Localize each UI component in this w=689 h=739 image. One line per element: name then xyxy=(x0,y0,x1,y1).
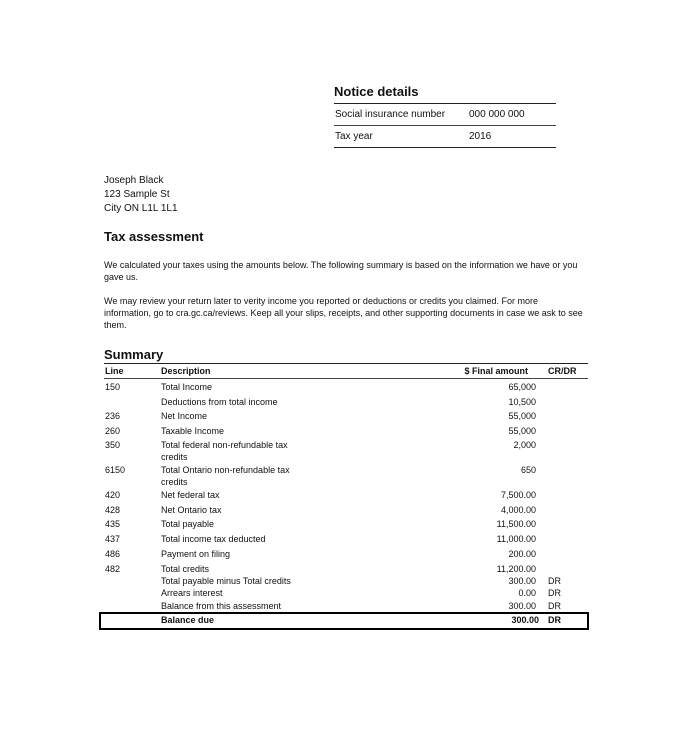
notice-details-title: Notice details xyxy=(334,84,419,99)
row-amount: 650 xyxy=(520,465,536,475)
row-description: Total payable xyxy=(161,519,215,529)
assessment-paragraph-2: We may review your return later to verity income you reported or deductions or credits you claimed. For more information, go to cra.gc.ca/reviews. Keep all your slips, receipts, and other supporting documents in case we ask to see them. xyxy=(104,296,583,330)
row-amount: 55,000 xyxy=(508,426,536,436)
row-line: 236 xyxy=(105,411,121,421)
summary-title: Summary xyxy=(104,347,164,362)
notice-row-sin xyxy=(334,104,556,125)
summary-header-row xyxy=(104,363,588,379)
row-amount: 7,500.00 xyxy=(500,490,536,500)
tax-year-label: Tax year xyxy=(335,131,373,142)
row-amount: 300.00 xyxy=(508,601,536,611)
tax-assessment-title: Tax assessment xyxy=(104,229,204,244)
row-description: Total credits xyxy=(161,564,210,574)
row-line: 428 xyxy=(105,505,121,515)
balance-due-label: Balance due xyxy=(161,615,215,625)
row-line: 260 xyxy=(105,426,121,436)
notice-bottom-rule xyxy=(334,147,556,148)
row-description: Net federal tax xyxy=(161,490,220,500)
mailing-address xyxy=(104,174,178,216)
header-line: Line xyxy=(105,366,124,376)
row-crdr: DR xyxy=(548,588,561,598)
row-amount: 200.00 xyxy=(508,549,536,559)
header-description: Description xyxy=(161,366,211,376)
balance-due-crdr: DR xyxy=(548,615,561,625)
row-line: 482 xyxy=(105,564,121,574)
row-amount: 4,000.00 xyxy=(500,505,536,515)
header-final-amount: $ Final amount xyxy=(464,366,528,376)
row-crdr: DR xyxy=(548,576,561,586)
row-amount: 11,500.00 xyxy=(496,519,536,529)
row-amount: 65,000 xyxy=(508,382,536,392)
row-line: 437 xyxy=(105,534,121,544)
row-description: Net Income xyxy=(161,411,208,421)
row-line: 420 xyxy=(105,490,121,500)
row-line: 435 xyxy=(105,519,121,529)
row-description: Total income tax deducted xyxy=(161,534,266,544)
notice-row-tax-year xyxy=(334,126,556,147)
row-amount: 2,000 xyxy=(513,440,536,450)
row-description: Taxable Income xyxy=(161,426,225,436)
row-description: Total Income xyxy=(161,382,213,392)
row-description: Balance from this assessment xyxy=(161,601,282,611)
row-line: 350 xyxy=(105,440,121,450)
address-name: Joseph Black xyxy=(104,175,164,186)
row-description: Net Ontario tax xyxy=(161,505,222,515)
address-street: 123 Sample St xyxy=(104,189,170,200)
notice-details xyxy=(334,84,556,148)
row-description: Total federal non-refundable tax credits xyxy=(161,440,288,462)
assessment-paragraph-1: We calculated your taxes using the amounts below. The following summary is based on the information we have or you gave us. xyxy=(104,260,578,282)
row-line: 150 xyxy=(105,382,121,392)
row-description: Total payable minus Total credits xyxy=(161,576,291,586)
sin-label: Social insurance number xyxy=(335,109,446,120)
row-description: Deductions from total income xyxy=(161,397,278,407)
row-crdr: DR xyxy=(548,601,561,611)
sin-value: 000 000 000 xyxy=(469,109,525,120)
balance-due-amount: 300.00 xyxy=(511,615,539,625)
tax-year-value: 2016 xyxy=(469,131,492,142)
row-amount: 10,500 xyxy=(508,397,536,407)
header-crdr: CR/DR xyxy=(548,366,577,376)
row-amount: 11,200.00 xyxy=(496,564,536,574)
row-line: 486 xyxy=(105,549,121,559)
row-amount: 300.00 xyxy=(508,576,536,586)
row-description: Payment on filing xyxy=(161,549,231,559)
row-amount: 55,000 xyxy=(508,411,536,421)
row-description: Total Ontario non-refundable tax credits xyxy=(161,465,290,487)
row-description: Arrears interest xyxy=(161,588,223,598)
row-line: 6150 xyxy=(105,465,126,475)
balance-due-row xyxy=(99,612,589,630)
address-city: City ON L1L 1L1 xyxy=(104,203,178,214)
row-amount: 0.00 xyxy=(518,588,536,598)
row-amount: 11,000.00 xyxy=(496,534,536,544)
